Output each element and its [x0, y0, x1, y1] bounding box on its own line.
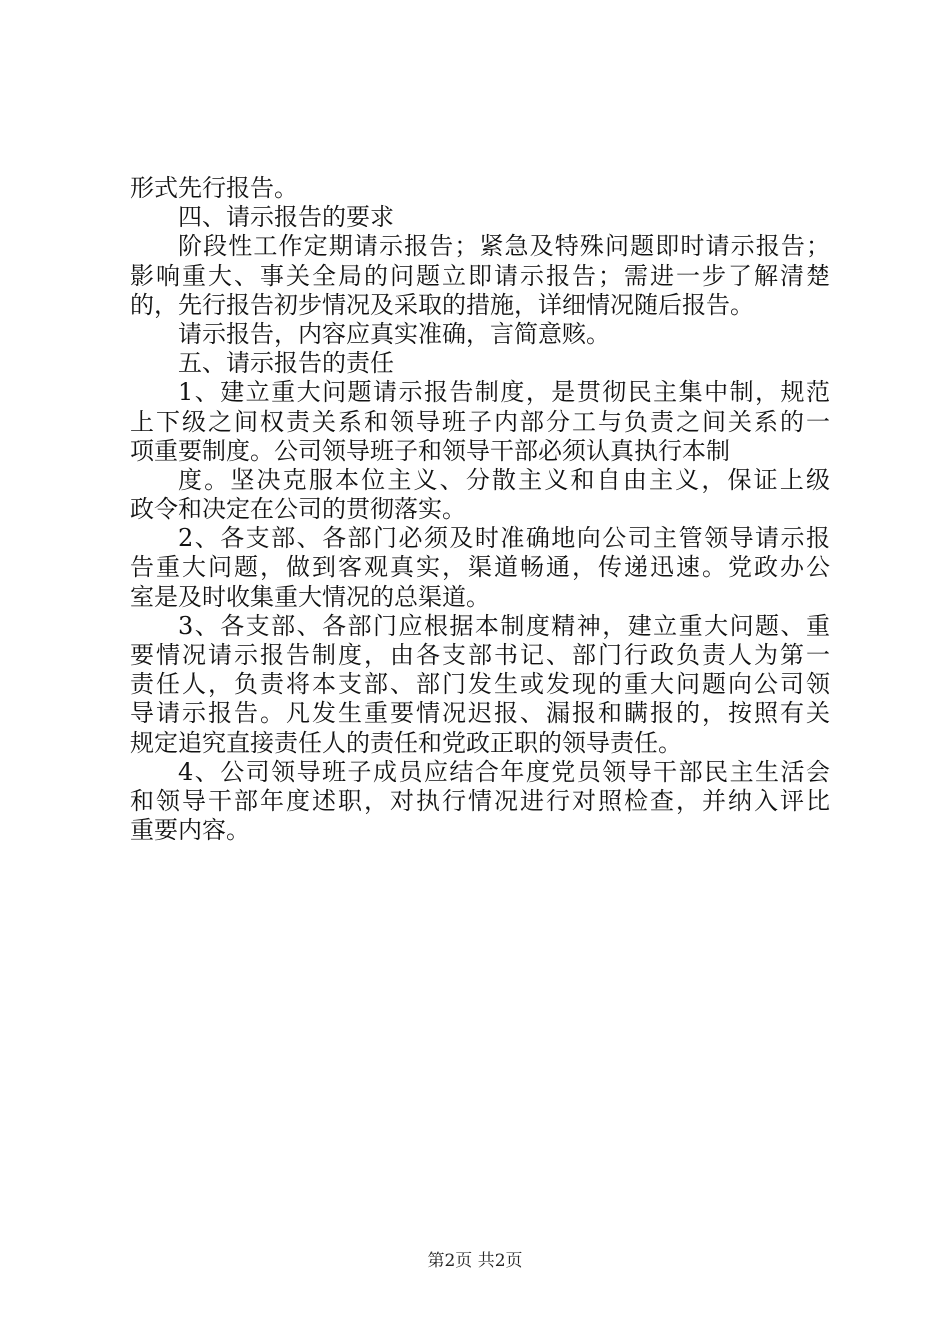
body-line: 导请示报告。凡发生重要情况迟报、漏报和瞒报的，按照有关: [130, 699, 830, 728]
body-line: 形式先行报告。: [130, 174, 298, 202]
body-line: 政令和决定在公司的贯彻落实。: [130, 495, 466, 524]
body-line: 规定追究直接责任人的责任和党政正职的领导责任。: [130, 728, 682, 757]
body-line: 项重要制度。公司领导班子和领导干部必须认真执行本制: [130, 436, 730, 465]
page-number-footer: 第2页 共2页: [427, 1251, 523, 1271]
body-line: 阶段性工作定期请示报告；紧急及特殊问题即时请示报告；: [178, 232, 830, 261]
body-line: 请示报告，内容应真实准确，言简意赅。: [178, 319, 610, 348]
body-line: 3、各支部、各部门应根据本制度精神，建立重大问题、重: [178, 611, 830, 640]
body-line: 上下级之间权责关系和领导班子内部分工与负责之间关系的一: [130, 407, 830, 436]
body-line: 要情况请示报告制度，由各支部书记、部门行政负责人为第一: [130, 641, 830, 669]
body-line: 2、各支部、各部门必须及时准确地向公司主管领导请示报: [178, 524, 830, 553]
body-line: 和领导干部年度述职，对执行情况进行对照检查，并纳入评比: [130, 786, 830, 815]
body-line: 1、建立重大问题请示报告制度，是贯彻民主集中制，规范: [178, 378, 830, 407]
body-line: 的，先行报告初步情况及采取的措施，详细情况随后报告。: [130, 290, 754, 319]
body-line: 责任人，负责将本支部、部门发生或发现的重大问题向公司领: [130, 670, 830, 699]
body-line: 告重大问题，做到客观真实，渠道畅通，传递迅速。党政办公: [130, 553, 830, 582]
body-line: 重要内容。: [130, 816, 250, 845]
document-body: [130, 174, 830, 845]
section-heading: 四、请示报告的要求: [178, 203, 394, 232]
body-line: 度。坚决克服本位主义、分散主义和自由主义，保证上级: [178, 465, 830, 494]
body-line: 室是及时收集重大情况的总渠道。: [130, 582, 490, 611]
body-line: 4、公司领导班子成员应结合年度党员领导干部民主生活会: [178, 757, 830, 786]
section-heading: 五、请示报告的责任: [178, 349, 394, 378]
body-line: 影响重大、事关全局的问题立即请示报告；需进一步了解清楚: [130, 261, 830, 290]
